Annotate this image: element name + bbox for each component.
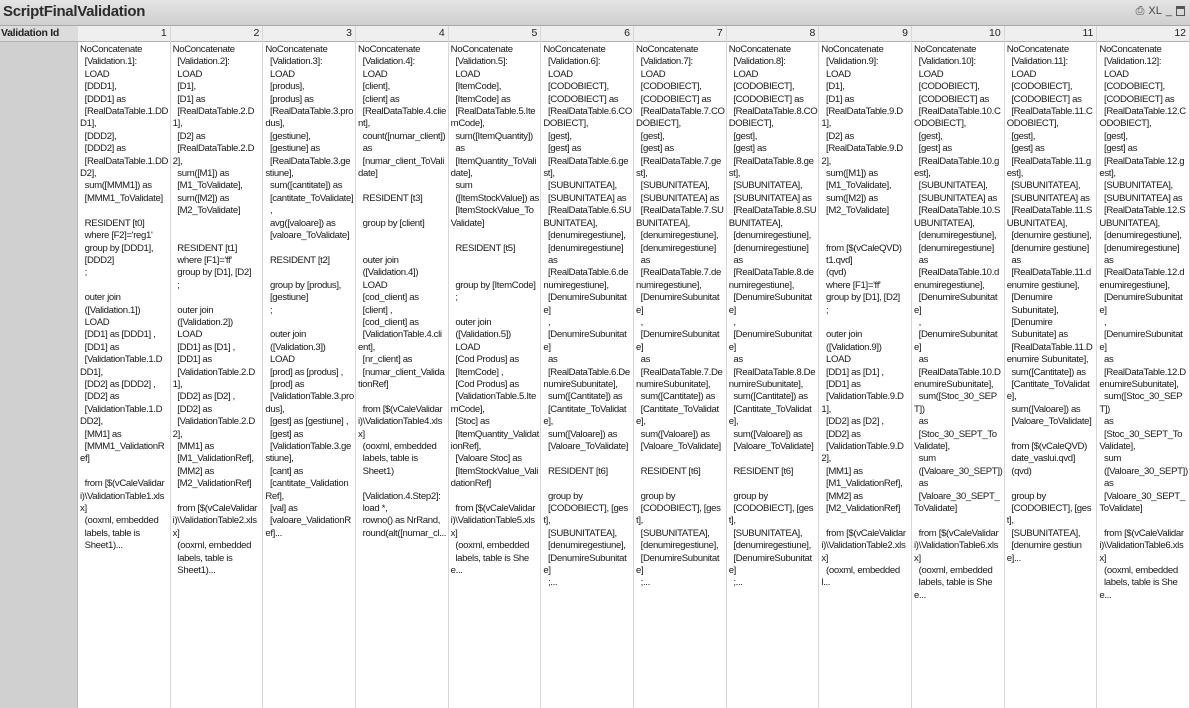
column-header[interactable]: 7 xyxy=(634,26,726,42)
column-header[interactable]: 2 xyxy=(171,26,263,42)
table-cell[interactable]: NoConcatenate [Validation.8]: LOAD [CODOBIECT], [CODOBIECT] as [RealDataTable.8.CODOBIECT], [gest], [gest] as [RealDataTable.8.gest], [SUBUNITATEA], [SUBUNITATEA] as [RealDataTable.8.SUBUNITATEA], [denumiregestiune], [denumiregestiune] as [RealDataTable.8.denumiregestiune], [DenumireSubunitate] , [DenumireSubunitate] as [RealDataTable.8.DenumireSubunitate], sum([Cantitate]) as [Cantitate_ToValidate], sum([Valoare]) as [Valoare_ToValidate] RESIDENT [t6] group by [CODOBIECT], [gest], [SUBUNITATEA], [denumiregestiune], [DenumireSubunitate] ;... xyxy=(728,44,818,589)
table-column xyxy=(912,26,1005,708)
window-controls xyxy=(1136,5,1185,17)
column-header[interactable]: 1 xyxy=(78,26,170,42)
table-cell[interactable]: NoConcatenate [Validation.3]: LOAD [produs], [produs] as [RealDataTable.3.produs], [gestiune], [gestiune] as [RealDataTable.3.gestiune], sum([cantitate]) as [cantitate_ToValidate] , avg([valoare]) as [valoare_ToValidate] RESIDENT [t2] group by [produs], [gestiune] ; outer join ([Validation.3]) LOAD [prod] as [produs] , [prod] as [ValidationTable.3.produs], [gest] as [gestiune] , [gest] as [ValidationTable.3.gestiune], [cant] as [cantitate_ValidationRef], [val] as [valoare_ValidationRef]... xyxy=(265,44,354,539)
table-column xyxy=(171,26,264,708)
table-cell[interactable]: NoConcatenate [Validation.10]: LOAD [CODOBIECT], [CODOBIECT] as [RealDataTable.10.CODOBIECT], [gest], [gest] as [RealDataTable.10.gest], [SUBUNITATEA], [SUBUNITATEA] as [RealDataTable.10.SUBUNITATEA], [denumiregestiune], [denumiregestiune] as [RealDataTable.10.denumiregestiune], [DenumireSubunitate] , [DenumireSubunitate] as [RealDataTable.10.DenumireSubunitate], sum([Stoc_30_SEPT]) as [Stoc_30_SEPT_ToValidate], sum ([Valoare_30_SEPT]) as [Valoare_30_SEPT_ToValidate] from [$(vCaleValidari)\ValidationTable6.xlsx] (ooxml, embedded labels, table is Shee... xyxy=(914,44,1003,601)
column-header[interactable]: 6 xyxy=(541,26,633,42)
column-header[interactable]: 10 xyxy=(912,26,1004,42)
table-column xyxy=(819,26,912,708)
table-cell[interactable]: NoConcatenate [Validation.12]: LOAD [CODOBIECT], [CODOBIECT] as [RealDataTable.12.CODOBIECT], [gest], [gest] as [RealDataTable.12.gest], [SUBUNITATEA], [SUBUNITATEA] as [RealDataTable.12.SUBUNITATEA], [denumiregestiune], [denumiregestiune] as [RealDataTable.12.denumiregestiune], [DenumireSubunitate] , [DenumireSubunitate] as [RealDataTable.12.DenumireSubunitate], sum([Stoc_30_SEPT]) as [Stoc_30_SEPT_ToValidate], sum ([Valoare_30_SEPT]) as [Valoare_30_SEPT_ToValidate] from [$(vCaleValidari)\ValidationTable6.xlsx] (ooxml, embedded labels, table is Shee... xyxy=(1099,44,1188,601)
window-titlebar[interactable] xyxy=(0,0,1190,26)
table-column xyxy=(1097,26,1190,708)
column-header[interactable]: 8 xyxy=(727,26,819,42)
table-cell[interactable]: NoConcatenate [Validation.4]: LOAD [client], [client] as [RealDataTable.4.client], count([numar_client]) as [numar_client_ToValidate] RESIDENT [t3] group by [client] outer join ([Validation.4]) LOAD [cod_client] as [client] , [cod_client] as [ValidationTable.4.client], [nr_client] as [numar_client_ValidationRef] from [$(vCaleValidari)\ValidationTable4.xlsx] (ooxml, embedded labels, table is Sheet1) [Validation.4.Step2]: load *, rowno() as NrRand, round(alt([numar_cl... xyxy=(358,44,447,539)
table-cell[interactable]: NoConcatenate [Validation.11]: LOAD [CODOBIECT], [CODOBIECT] as [RealDataTable.11.CODOBIECT], [gest], [gest] as [RealDataTable.11.gest], [SUBUNITATEA], [SUBUNITATEA] as [RealDataTable.11.SUBUNITATEA], [denumire gestiune], [denumire gestiune] as [RealDataTable.11.denumire gestiune], [Denumire Subunitate], [Denumire Subunitate] as [RealDataTable.11.Denumire Subunitate], sum([Cantitate]) as [Cantitate_ToValidate], sum([Valoare]) as [Valoare_ToValidate] from [$(vCaleQVD) date_vaslui.qvd] (qvd) group by [CODOBIECT], [gest], [SUBUNITATEA], [denumire gestiune]... xyxy=(1006,44,1093,564)
table-cell[interactable]: NoConcatenate [Validation.1]: LOAD [DDD1], [DDD1] as [RealDataTable.1.DDD1], [DDD2], [DDD2] as [RealDataTable.1.DDD2], sum([MMM1]) as [MMM1_ToValidate] RESIDENT [t0] where [F2]='reg1' group by [DDD1], [DDD2] ; outer join ([Validation.1]) LOAD [DD1] as [DDD1] , [DD1] as [ValidationTable.1.DDD1], [DD2] as [DDD2] , [DD2] as [ValidationTable.1.DDD2], [MM1] as [MMM1_ValidationRef] from [$(vCaleValidari)\ValidationTable1.xlsx] (ooxml, embedded labels, table is Sheet1)... xyxy=(80,44,169,552)
table-column xyxy=(727,26,820,708)
table-column xyxy=(263,26,356,708)
table-column xyxy=(634,26,727,708)
table-column xyxy=(78,26,171,708)
table-cell[interactable]: NoConcatenate [Validation.2]: LOAD [D1], [D1] as [RealDataTable.2.D1], [D2] as [RealDataTable.2.D2], sum([M1]) as [M1_ToValidate], sum([M2]) as [M2_ToValidate] RESIDENT [t1] where [F1]='ff' group by [D1], [D2] ; outer join ([Validation.2]) LOAD [DD1] as [D1] , [DD1] as [ValidationTable.2.D1], [DD2] as [D2] , [DD2] as [ValidationTable.2.D2], [MM1] as [M1_ValidationRef], [MM2] as [M2_ValidationRef] from [$(vCaleValidari)\ValidationTable2.xlsx] (ooxml, embedded labels, table is Sheet1)... xyxy=(172,44,258,577)
minimize-icon[interactable]: _ xyxy=(1165,5,1172,17)
table-cell[interactable]: NoConcatenate [Validation.6]: LOAD [CODOBIECT], [CODOBIECT] as [RealDataTable.6.CODOBIECT], [gest], [gest] as [RealDataTable.6.gest], [SUBUNITATEA], [SUBUNITATEA] as [RealDataTable.6.SUBUNITATEA], [denumiregestiune], [denumiregestiune] as [RealDataTable.6.denumiregestiune], [DenumireSubunitate] , [DenumireSubunitate] as [RealDataTable.6.DenumireSubunitate], sum([Cantitate]) as [Cantitate_ToValidate], sum([Valoare]) as [Valoare_ToValidate] RESIDENT [t6] group by [CODOBIECT], [gest], [SUBUNITATEA], [denumiregestiune], [DenumireSubunitate] ;... xyxy=(543,44,632,589)
column-header[interactable]: 9 xyxy=(819,26,911,42)
row-header-label[interactable]: Validation Id xyxy=(0,26,78,42)
column-header[interactable]: 3 xyxy=(263,26,355,42)
table-column xyxy=(356,26,449,708)
row-header-column xyxy=(0,26,78,708)
table-cell[interactable]: NoConcatenate [Validation.5]: LOAD [ItemCode], [ItemCode] as [RealDataTable.5.ItemCode], sum([ItemQuantity]) as [ItemQuantity_ToValidate], sum ([ItemStockValue]) as [ItemStockValue_ToValidate] RESIDENT [t5] group by [ItemCode] ; outer join ([Validation.5]) LOAD [Cod Produs] as [ItemCode] , [Cod Produs] as [ValidationTable.5.ItemCode], [Stoc] as [ItemQuantity_ValidationRef], [Valoare Stoc] as [ItemStockValue_ValidationRef] from [$(vCaleValidari)\ValidationTable5.xlsx] (ooxml, embedded labels, table is Shee... xyxy=(450,44,539,577)
print-icon[interactable]: ⎙ xyxy=(1135,5,1145,17)
column-header[interactable]: 11 xyxy=(1005,26,1097,42)
excel-export-icon[interactable]: XL xyxy=(1148,5,1162,17)
pivot-table xyxy=(0,26,1190,708)
table-column xyxy=(1005,26,1098,708)
window-title: ScriptFinalValidation xyxy=(3,3,146,20)
table-cell[interactable]: NoConcatenate [Validation.7]: LOAD [CODOBIECT], [CODOBIECT] as [RealDataTable.7.CODOBIECT], [gest], [gest] as [RealDataTable.7.gest], [SUBUNITATEA], [SUBUNITATEA] as [RealDataTable.7.SUBUNITATEA], [denumiregestiune], [denumiregestiune] as [RealDataTable.7.denumiregestiune], [DenumireSubunitate] , [DenumireSubunitate] as [RealDataTable.7.DenumireSubunitate], sum([Cantitate]) as [Cantitate_ToValidate], sum([Valoare]) as [Valoare_ToValidate] RESIDENT [t6] group by [CODOBIECT], [gest], [SUBUNITATEA], [denumiregestiune], [DenumireSubunitate] ;... xyxy=(636,44,725,589)
table-column xyxy=(541,26,634,708)
table-column xyxy=(449,26,542,708)
column-header[interactable]: 12 xyxy=(1097,26,1189,42)
table-cell[interactable]: NoConcatenate [Validation.9]: LOAD [D1], [D1] as [RealDataTable.9.D1], [D2] as [RealDataTable.9.D2], sum([M1]) as [M1_ToValidate], sum([M2]) as [M2_ToValidate] from [$(vCaleQVD) t1.qvd] (qvd) where [F1]='ff' group by [D1], [D2] ; outer join ([Validation.9]) LOAD [DD1] as [D1] , [DD1] as [ValidationTable.9.D1], [DD2] as [D2] , [DD2] as [ValidationTable.9.D2], [MM1] as [M1_ValidationRef], [MM2] as [M2_ValidationRef] from [$(vCaleValidari)\ValidationTable2.xlsx] (ooxml, embedded l... xyxy=(821,44,906,589)
column-header[interactable]: 5 xyxy=(449,26,541,42)
column-header[interactable]: 4 xyxy=(356,26,448,42)
restore-icon[interactable] xyxy=(1176,6,1185,16)
